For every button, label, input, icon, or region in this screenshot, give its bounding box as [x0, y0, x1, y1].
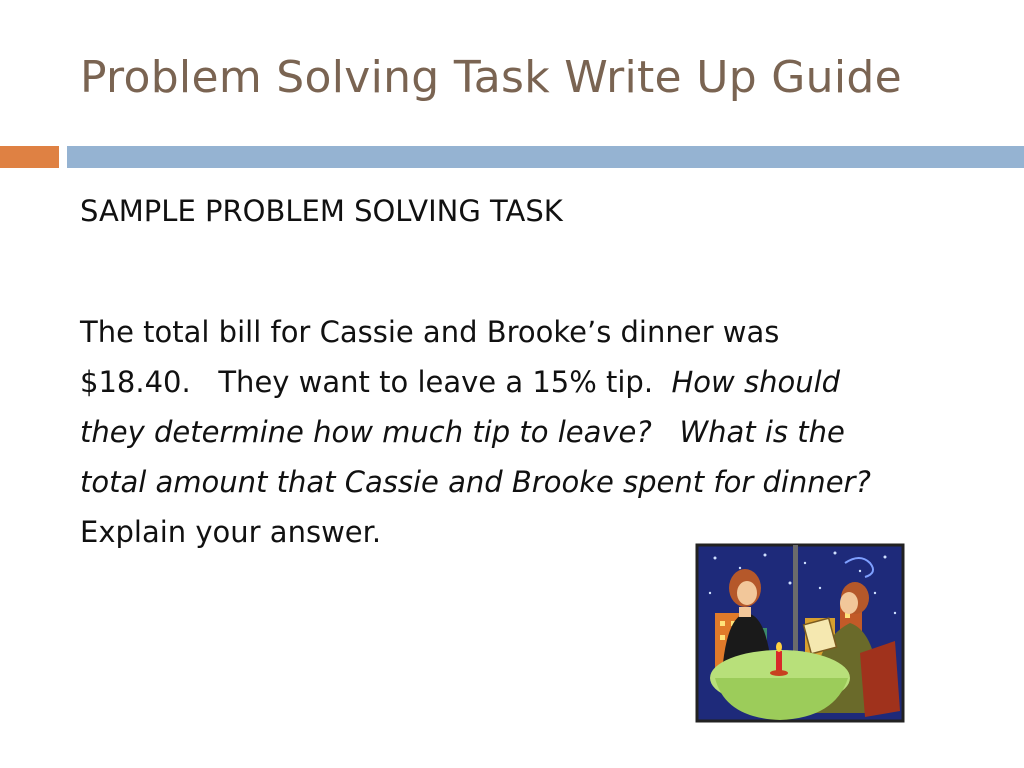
- problem-line-1: The total bill for Cassie and Brooke’s dinner was: [80, 315, 780, 349]
- accent-bar-orange: [0, 146, 59, 168]
- problem-line-2: $18.40. They want to leave a 15% tip. How should: [80, 365, 841, 399]
- problem-text: [80, 307, 960, 557]
- slide-title: Problem Solving Task Write Up Guide: [80, 52, 902, 103]
- section-heading: SAMPLE PROBLEM SOLVING TASK: [80, 194, 563, 228]
- problem-line-4: total amount that Cassie and Brooke spent for dinner?: [80, 465, 871, 499]
- dinner-date-clipart: [695, 543, 905, 723]
- problem-line-3: they determine how much tip to leave? What is the: [80, 415, 845, 449]
- problem-line-5: Explain your answer.: [80, 515, 382, 549]
- accent-bar-blue: [67, 146, 1024, 168]
